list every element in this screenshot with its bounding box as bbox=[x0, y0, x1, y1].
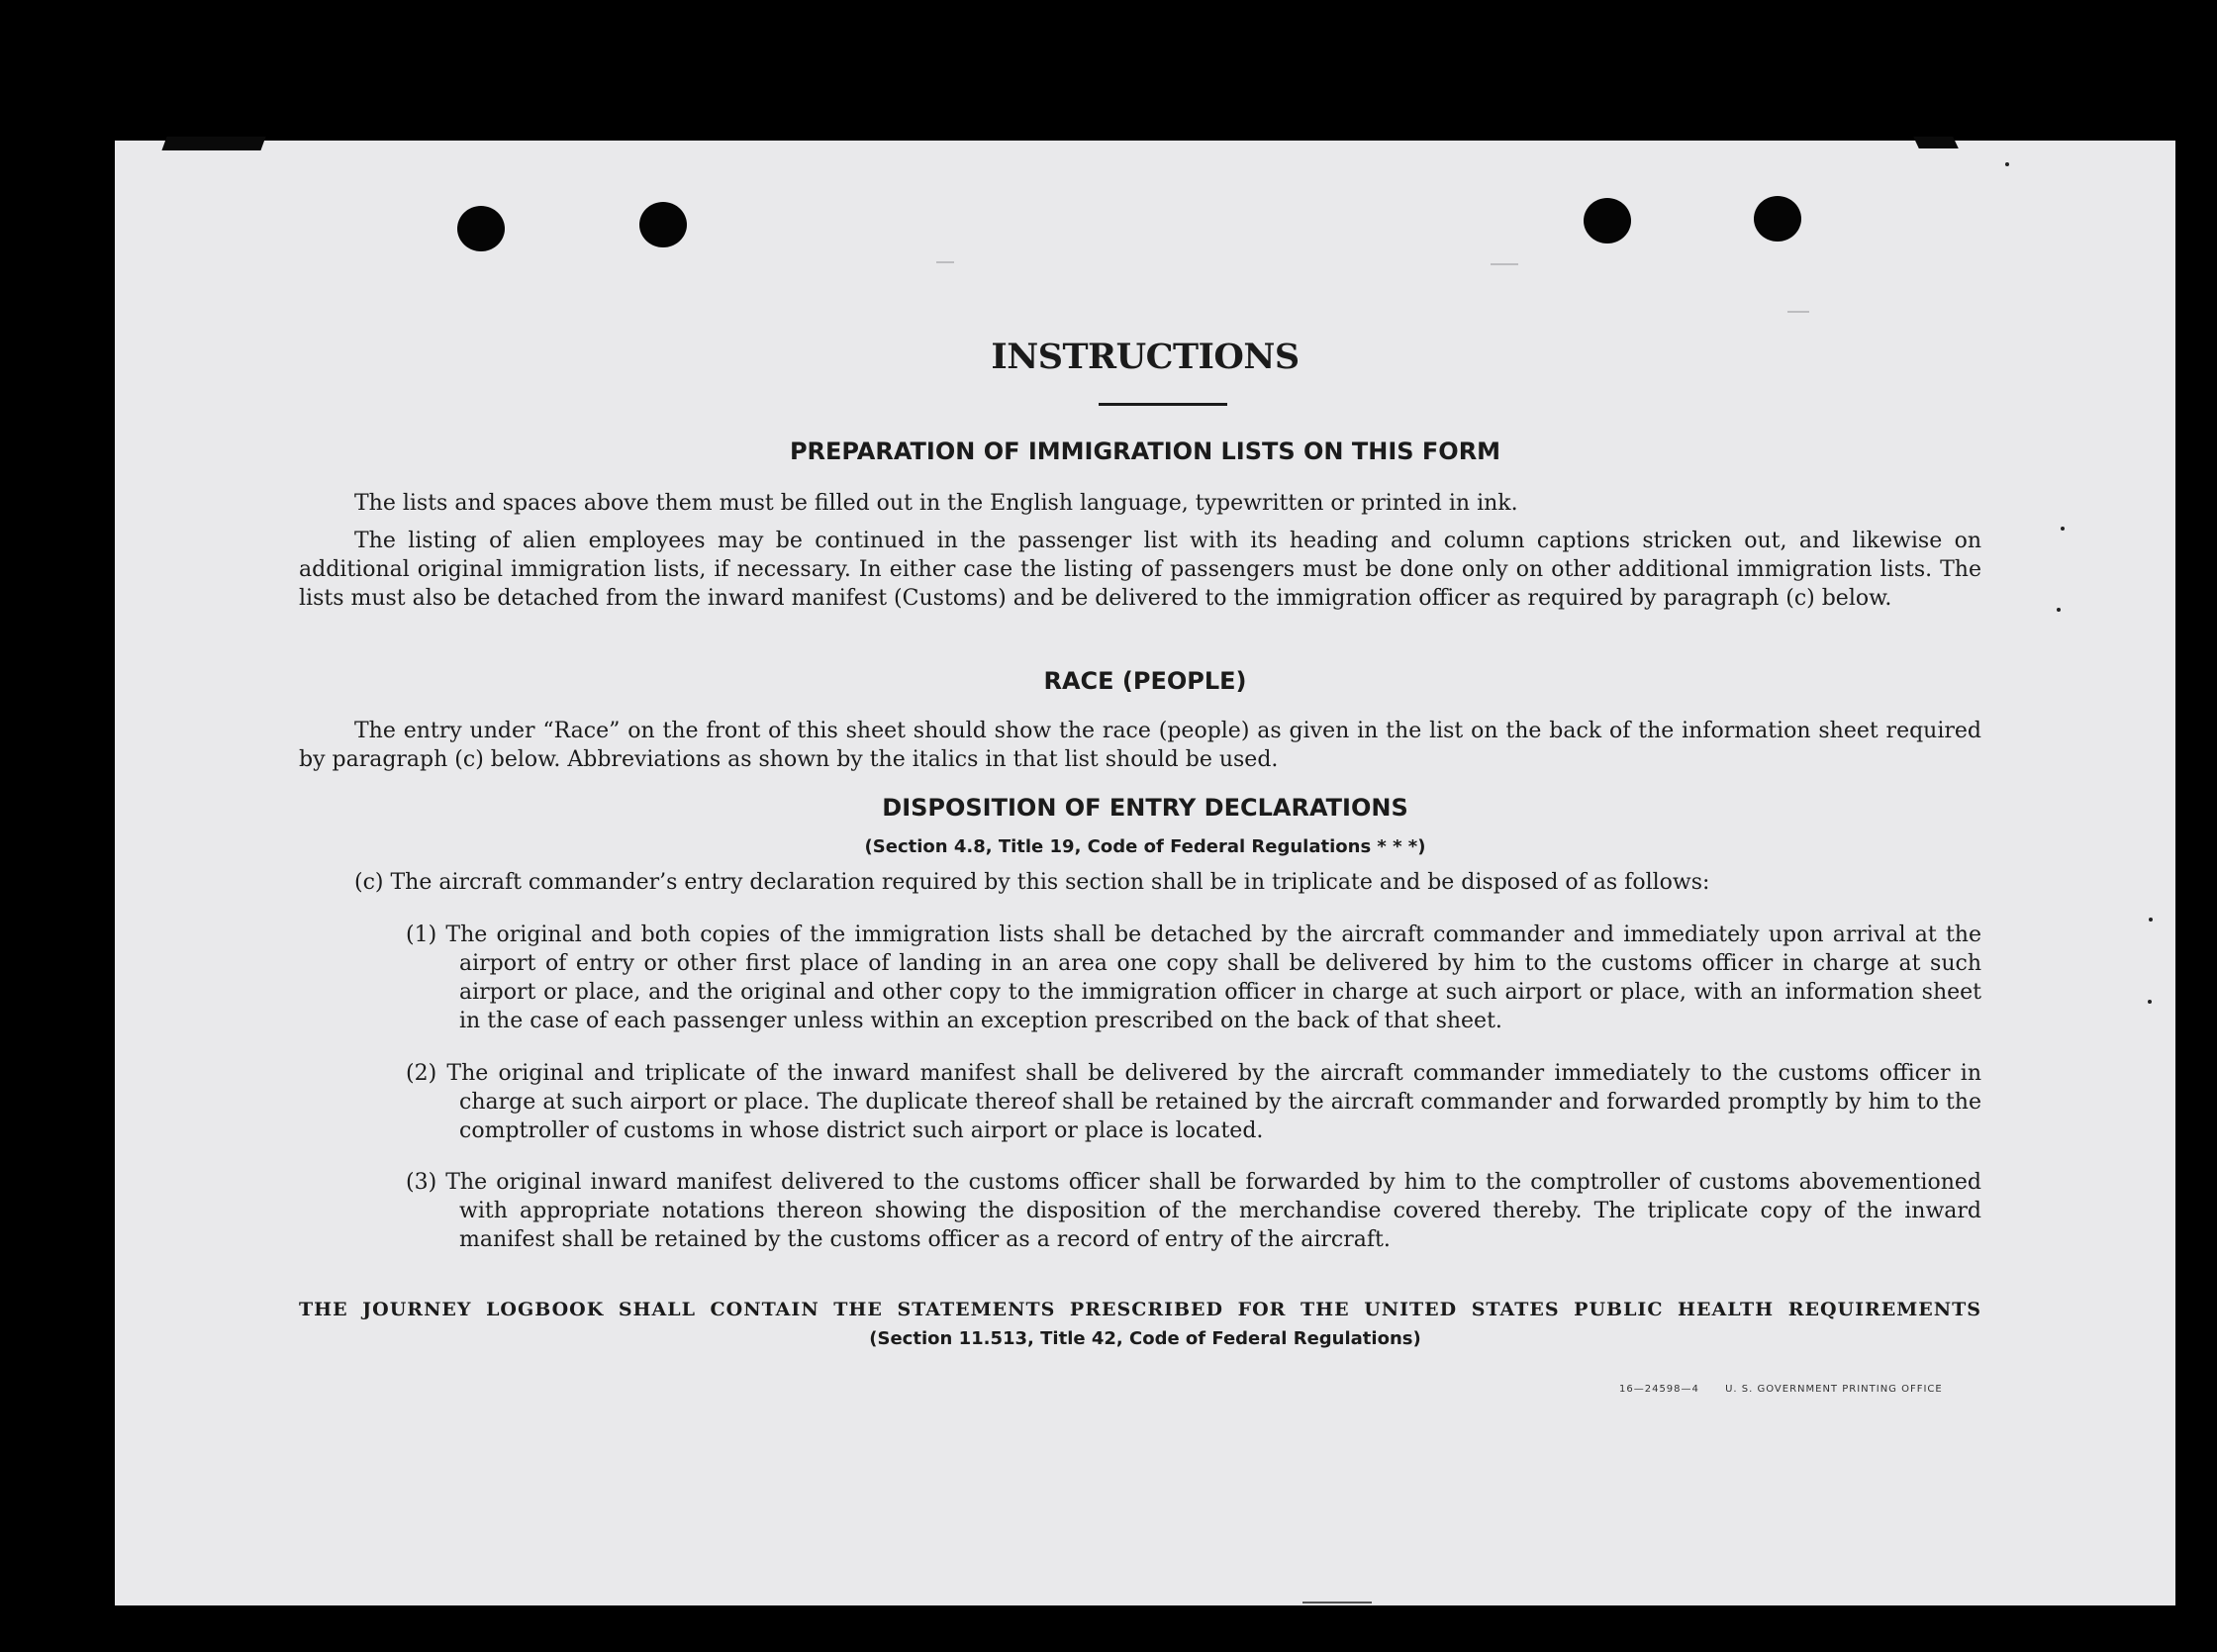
public-health-citation: (Section 11.513, Title 42, Code of Federal Regulations) bbox=[869, 1328, 1421, 1349]
disposition-citation: (Section 4.8, Title 19, Code of Federal Regulations * * *) bbox=[864, 836, 1426, 857]
printer-imprint bbox=[1619, 1384, 1965, 1395]
speck bbox=[2149, 918, 2153, 922]
speck bbox=[2005, 162, 2009, 166]
torn-edge bbox=[1913, 137, 1959, 148]
faint-mark bbox=[1491, 263, 1518, 265]
punch-hole bbox=[1754, 196, 1801, 242]
preparation-paragraph-2: The listing of alien employees may be continued in the passenger list with its heading and column captions stricken out, and likewise on additional original immigration lists, if necessary. In either case the listing of passengers must be done only on other additional immigration lists. The lists must also be detached from the inward manifest (Customs) and be delivered to the immigration officer as required by paragraph (c) below. bbox=[299, 529, 1981, 611]
faint-mark bbox=[1302, 1602, 1372, 1603]
page-title: INSTRUCTIONS bbox=[991, 337, 1300, 377]
punch-hole bbox=[1584, 198, 1631, 243]
disposition-intro: (c) The aircraft commander’s entry declaration required by this section shall be in triplicate and be disposed of as follows: bbox=[354, 870, 1710, 895]
disposition-item-2: (2) The original and triplicate of the inward manifest shall be delivered by the aircraft commander immediately to the customs officer in charge at such airport or place. The duplicate thereof shall be retained by the aircraft commander and forwarded promptly by him to the comptroller of customs in whose district such airport or place is located. bbox=[406, 1061, 1981, 1143]
preparation-paragraph-1: The lists and spaces above them must be filled out in the English language, typewritten or printed in ink. bbox=[354, 491, 1518, 516]
disposition-item-3: (3) The original inward manifest delivered to the customs officer shall be forwarded by him to the comptroller of customs abovementioned with appropriate notations thereon showing the disposition of the merchandise covered thereby. The triplicate copy of the inward manifest shall be retained by the customs officer as a record of entry of the aircraft. bbox=[406, 1170, 1981, 1252]
speck bbox=[2057, 608, 2061, 612]
punch-hole bbox=[457, 206, 505, 251]
print-code: 16—24598—4 bbox=[1619, 1384, 1699, 1395]
punch-hole bbox=[639, 202, 687, 247]
disposition-item-1: (1) The original and both copies of the immigration lists shall be detached by the aircraft commander and immediately upon arrival at the airport of entry or other first place of landing in an area one copy shall be delivered by him to the customs officer in charge at such airport or place, and the original and other copy to the immigration officer in charge at such airport or place, with an information sheet in the case of each passenger unless within an exception prescribed on the back of that sheet. bbox=[406, 923, 1981, 1033]
speck bbox=[2148, 1000, 2152, 1004]
public-health-statement: THE JOURNEY LOGBOOK SHALL CONTAIN THE STATEMENTS PRESCRIBED FOR THE UNITED STATES PUBLIC HEALTH REQUIREMENTS bbox=[299, 1299, 1981, 1320]
title-underline bbox=[1099, 403, 1227, 406]
preparation-heading: PREPARATION OF IMMIGRATION LISTS ON THIS FORM bbox=[789, 437, 1501, 465]
disposition-heading: DISPOSITION OF ENTRY DECLARATIONS bbox=[882, 794, 1408, 822]
torn-edge bbox=[161, 137, 265, 150]
race-heading: RACE (PEOPLE) bbox=[1043, 667, 1247, 695]
speck bbox=[2061, 527, 2065, 531]
race-paragraph: The entry under “Race” on the front of this sheet should show the race (people) as given in the list on the back of the information sheet required by paragraph (c) below. Abbreviations as shown by the italics in that list should be used. bbox=[299, 719, 1981, 772]
form-sheet bbox=[115, 141, 2175, 1605]
faint-mark bbox=[936, 261, 954, 263]
faint-mark bbox=[1787, 311, 1809, 313]
printing-office: U. S. GOVERNMENT PRINTING OFFICE bbox=[1725, 1384, 1943, 1395]
